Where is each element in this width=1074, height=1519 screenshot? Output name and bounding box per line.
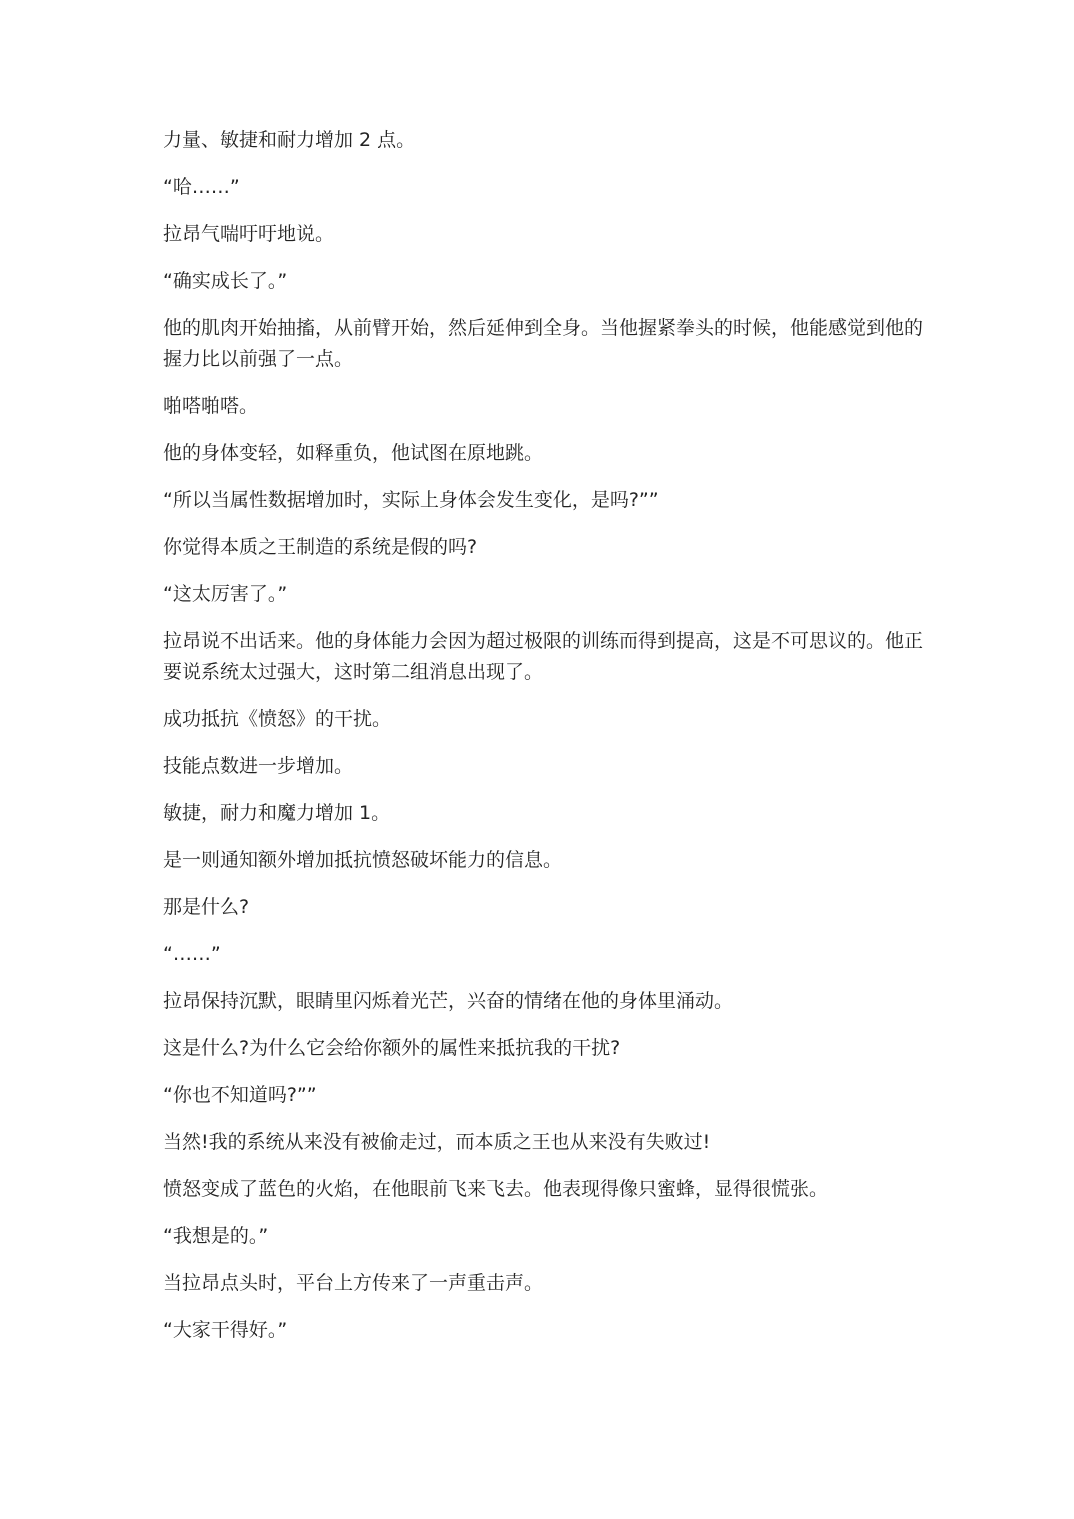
paragraph-10: “这太厉害了。” [163, 583, 288, 605]
paragraph-12: 成功抵抗《愤怒》的干扰。 [163, 708, 392, 730]
paragraph-5: 他的肌肉开始抽搐，从前臂开始，然后延伸到全身。当他握紧拳头的时候，他能感觉到他的握力比以前强了一点。 [163, 317, 924, 370]
paragraph-13: 技能点数进一步增加。 [163, 755, 354, 777]
paragraph-15: 是一则通知额外增加抵抗愤怒破坏能力的信息。 [163, 849, 563, 871]
paragraph-24: 当拉昂点头时，平台上方传来了一声重击声。 [163, 1272, 544, 1294]
paragraph-1: 力量、敏捷和耐力增加 2 点。 [163, 129, 416, 151]
paragraph-8: “所以当属性数据增加时，实际上身体会发生变化，是吗?”” [163, 489, 659, 511]
paragraph-21: 当然!我的系统从来没有被偷走过，而本质之王也从来没有失败过! [163, 1131, 711, 1153]
paragraph-19: 这是什么?为什么它会给你额外的属性来抵抗我的干扰? [163, 1037, 621, 1059]
paragraph-22: 愤怒变成了蓝色的火焰，在他眼前飞来飞去。他表现得像只蜜蜂，显得很慌张。 [163, 1178, 829, 1200]
paragraph-11: 拉昂说不出话来。他的身体能力会因为超过极限的训练而得到提高，这是不可思议的。他正要说系统太过强大，这时第二组消息出现了。 [163, 630, 924, 683]
paragraph-7: 他的身体变轻，如释重负，他试图在原地跳。 [163, 442, 544, 464]
paragraph-3: 拉昂气喘吁吁地说。 [163, 223, 335, 245]
paragraph-2: “哈……” [163, 176, 240, 198]
paragraph-18: 拉昂保持沉默，眼睛里闪烁着光芒，兴奋的情绪在他的身体里涌动。 [163, 990, 734, 1012]
paragraph-23: “我想是的。” [163, 1225, 269, 1247]
body-text [163, 125, 923, 1362]
paragraph-20: “你也不知道吗?”” [163, 1084, 317, 1106]
paragraph-17: “……” [163, 943, 221, 965]
paragraph-14: 敏捷，耐力和魔力增加 1。 [163, 802, 391, 824]
paragraph-25: “大家干得好。” [163, 1319, 288, 1341]
paragraph-4: “确实成长了。” [163, 270, 288, 292]
paragraph-9: 你觉得本质之王制造的系统是假的吗? [163, 536, 478, 558]
paragraph-6: 啪嗒啪嗒。 [163, 395, 259, 417]
paragraph-16: 那是什么? [163, 896, 250, 918]
